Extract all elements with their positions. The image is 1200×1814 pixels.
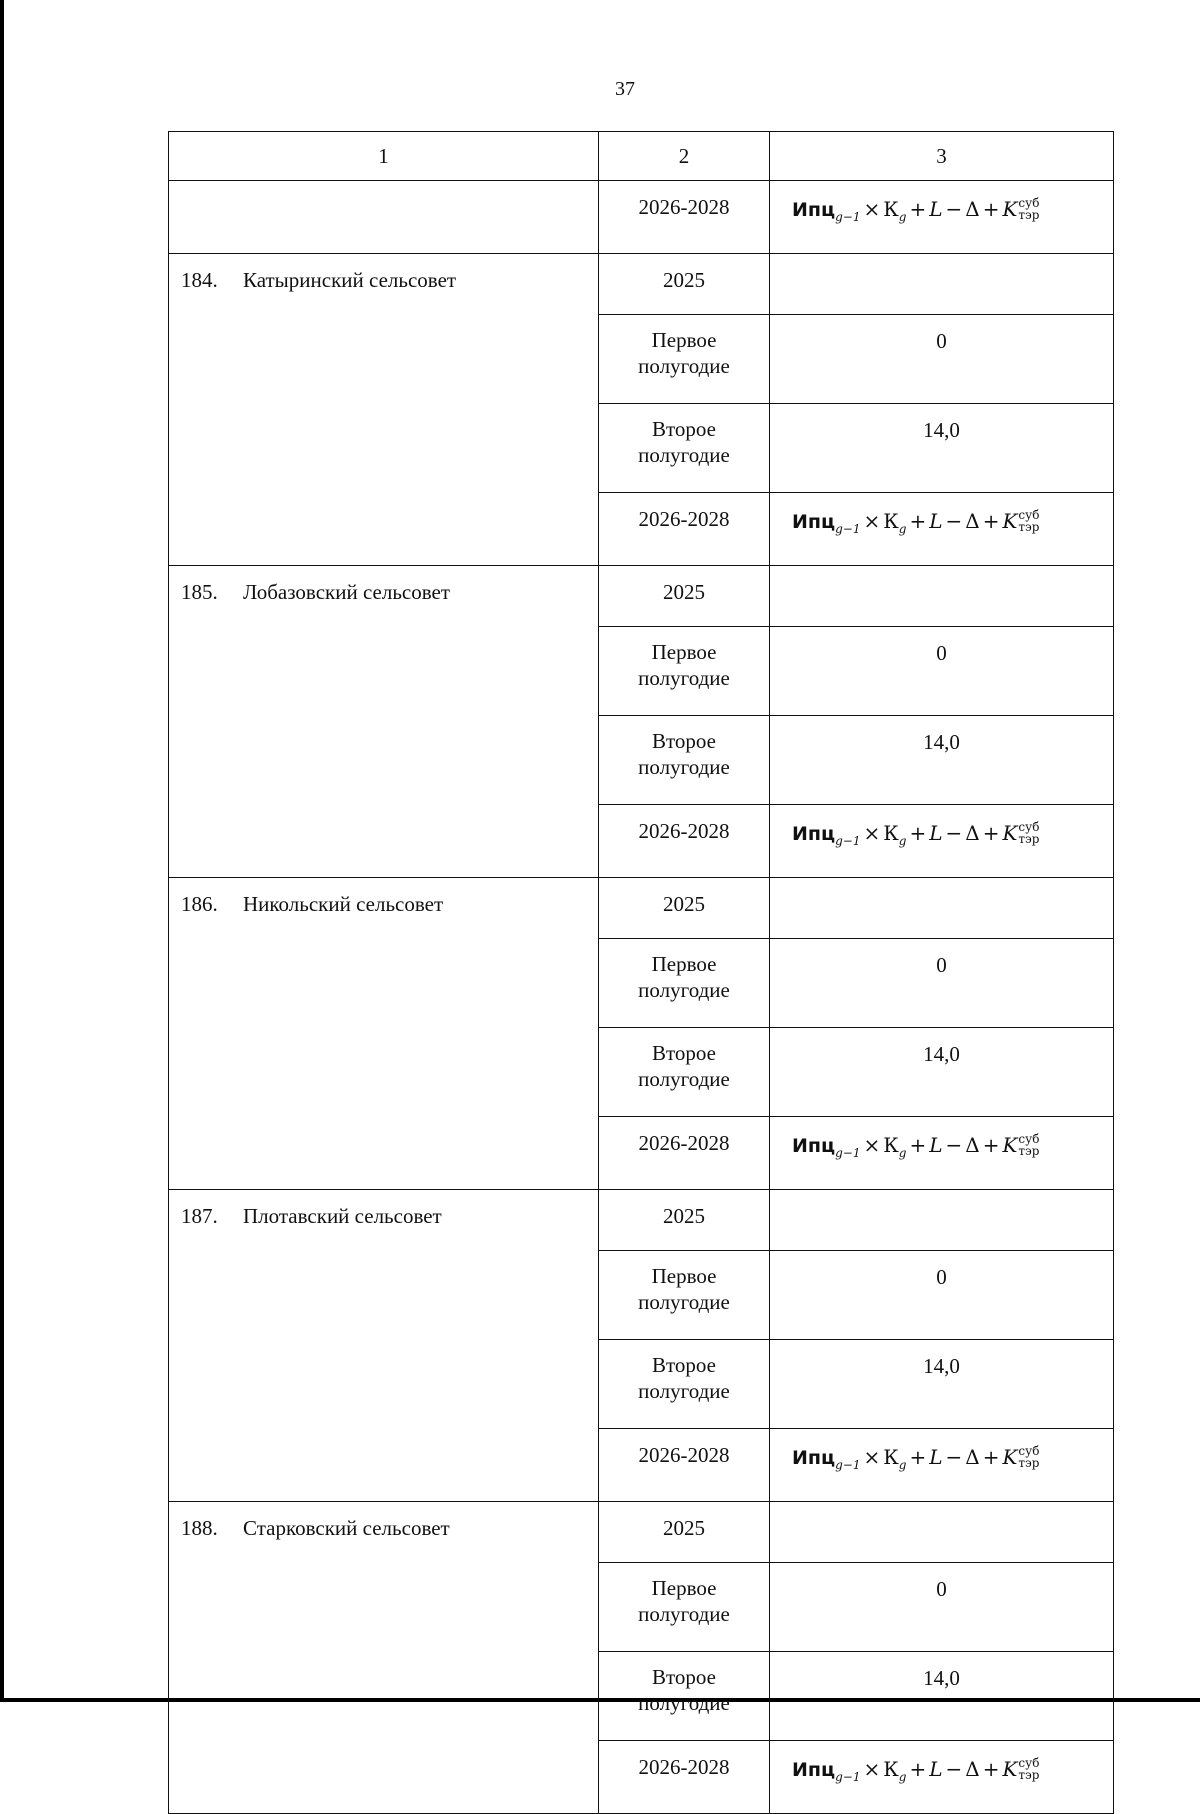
formula-k: К — [883, 1133, 899, 1157]
tariff-formula — [770, 493, 1114, 566]
period-label: 2026-2028 — [599, 1429, 770, 1502]
settlement-number: 185. — [181, 580, 218, 604]
formula-base-sub: g−1 — [835, 1770, 861, 1784]
formula-delta: Δ — [965, 197, 980, 221]
formula-k-sub: g — [898, 1458, 907, 1472]
period-label: Первое полугодие — [599, 627, 770, 716]
formula-plus: + — [982, 1133, 1000, 1157]
settlement-name-cell — [169, 254, 599, 566]
formula-k: К — [883, 1757, 899, 1781]
formula-k-sub: g — [898, 210, 907, 224]
page-number: 37 — [615, 78, 635, 100]
tariff-value: 0 — [770, 939, 1114, 1028]
settlement-name-cell — [169, 878, 599, 1190]
formula-minus: − — [945, 509, 963, 533]
tariff-value — [770, 566, 1114, 627]
formula-times: × — [863, 197, 881, 221]
formula-l: L — [929, 1445, 943, 1469]
formula-kter-sup: суб — [1018, 196, 1040, 211]
formula-kter-indices — [1018, 1445, 1039, 1469]
table-row — [169, 878, 1114, 939]
tariff-formula — [770, 805, 1114, 878]
formula-plus: + — [909, 1445, 927, 1469]
formula-k-sub: g — [898, 834, 907, 848]
formula-plus: + — [909, 821, 927, 845]
table-header-row — [169, 132, 1114, 181]
formula-plus: + — [982, 1757, 1000, 1781]
formula-k: К — [883, 1445, 899, 1469]
period-label: Второе полугодие — [599, 716, 770, 805]
settlement-number: 187. — [181, 1204, 218, 1228]
tariff-formula — [770, 1117, 1114, 1190]
tariff-value: 0 — [770, 627, 1114, 716]
formula-kter: K — [1002, 509, 1018, 533]
header-col-2: 2 — [599, 132, 770, 181]
formula-k-sub: g — [898, 1146, 907, 1160]
formula-plus: + — [982, 509, 1000, 533]
scan-edge-left — [0, 0, 4, 1702]
settlement-name: Лобазовский сельсовет — [243, 580, 451, 604]
formula-delta: Δ — [965, 1133, 980, 1157]
formula-kter: K — [1002, 1445, 1018, 1469]
tariff-value: 0 — [770, 315, 1114, 404]
formula-base-sub: g−1 — [835, 1458, 861, 1472]
formula-kter-indices — [1018, 197, 1039, 221]
formula-k: К — [883, 821, 899, 845]
formula-times: × — [863, 509, 881, 533]
tariff-value — [770, 254, 1114, 315]
formula-kter-sup: суб — [1018, 820, 1040, 835]
formula-kter-sub: тэр — [1018, 1144, 1040, 1159]
formula-delta: Δ — [965, 1445, 980, 1469]
formula-plus: + — [909, 509, 927, 533]
settlement-name-cell — [169, 566, 599, 878]
formula-delta: Δ — [965, 1757, 980, 1781]
period-label: 2026-2028 — [599, 805, 770, 878]
formula-kter-indices — [1018, 1133, 1039, 1157]
formula-base-sub: g−1 — [835, 1146, 861, 1160]
formula-kter-indices — [1018, 1757, 1039, 1781]
formula-kter-indices — [1018, 821, 1039, 845]
tariff-value: 14,0 — [770, 716, 1114, 805]
tariff-value — [770, 1502, 1114, 1563]
formula-minus: − — [945, 821, 963, 845]
formula-kter: K — [1002, 1757, 1018, 1781]
settlement-name: Плотавский сельсовет — [243, 1204, 442, 1228]
formula-l: L — [929, 821, 943, 845]
formula-delta: Δ — [965, 821, 980, 845]
formula-minus: − — [945, 1133, 963, 1157]
formula-plus: + — [982, 1445, 1000, 1469]
settlement-number: 188. — [181, 1516, 218, 1540]
period-label: Первое полугодие — [599, 315, 770, 404]
formula-times: × — [863, 1133, 881, 1157]
formula-kter-sup: суб — [1018, 508, 1040, 523]
formula-kter: K — [1002, 821, 1018, 845]
formula-kter: K — [1002, 197, 1018, 221]
formula-base: Ипц — [792, 1447, 836, 1469]
formula-kter-sub: тэр — [1018, 1456, 1040, 1471]
formula-l: L — [929, 509, 943, 533]
table-row — [169, 566, 1114, 627]
formula-k: К — [883, 197, 899, 221]
formula-kter-sub: тэр — [1018, 832, 1040, 847]
carryover-formula — [770, 181, 1114, 254]
tariff-value: 14,0 — [770, 404, 1114, 493]
formula-k-sub: g — [898, 522, 907, 536]
tariff-value — [770, 878, 1114, 939]
settlement-name: Катыринский сельсовет — [243, 268, 457, 292]
tariff-value: 0 — [770, 1251, 1114, 1340]
formula-base-sub: g−1 — [835, 210, 861, 224]
period-label: Первое полугодие — [599, 939, 770, 1028]
formula-plus: + — [909, 1757, 927, 1781]
formula-l: L — [929, 1757, 943, 1781]
formula-minus: − — [945, 197, 963, 221]
settlements-table — [168, 131, 1114, 1814]
formula-plus: + — [982, 197, 1000, 221]
formula-base: Ипц — [792, 1135, 836, 1157]
formula-kter-sub: тэр — [1018, 208, 1040, 223]
carryover-row — [169, 181, 1114, 254]
tariff-value: 0 — [770, 1563, 1114, 1652]
period-label: 2025 — [599, 878, 770, 939]
carryover-name-cell — [169, 181, 599, 254]
settlement-name: Никольский сельсовет — [243, 892, 444, 916]
formula-k: К — [883, 509, 899, 533]
formula-times: × — [863, 1757, 881, 1781]
formula-base: Ипц — [792, 823, 836, 845]
settlement-name-cell — [169, 1502, 599, 1814]
period-label: 2026-2028 — [599, 1741, 770, 1814]
period-label: Второе полугодие — [599, 404, 770, 493]
formula-delta: Δ — [965, 509, 980, 533]
formula-base: Ипц — [792, 199, 836, 221]
period-label: 2026-2028 — [599, 1117, 770, 1190]
period-label: Второе полугодие — [599, 1652, 770, 1741]
formula-minus: − — [945, 1445, 963, 1469]
formula-plus: + — [909, 1133, 927, 1157]
formula-l: L — [929, 1133, 943, 1157]
tariff-value: 14,0 — [770, 1028, 1114, 1117]
period-label: Второе полугодие — [599, 1028, 770, 1117]
tariff-value: 14,0 — [770, 1652, 1114, 1741]
period-label: 2025 — [599, 254, 770, 315]
formula-kter-indices — [1018, 509, 1039, 533]
tariff-value: 14,0 — [770, 1340, 1114, 1429]
formula-kter-sup: суб — [1018, 1756, 1040, 1771]
settlement-number: 184. — [181, 268, 218, 292]
settlement-number: 186. — [181, 892, 218, 916]
formula-base: Ипц — [792, 1759, 836, 1781]
formula-minus: − — [945, 1757, 963, 1781]
formula-base-sub: g−1 — [835, 522, 861, 536]
formula-kter-sub: тэр — [1018, 520, 1040, 535]
table-row — [169, 1190, 1114, 1251]
formula-kter-sup: суб — [1018, 1132, 1040, 1147]
formula-plus: + — [909, 197, 927, 221]
formula-kter-sup: суб — [1018, 1444, 1040, 1459]
settlement-name: Старковский сельсовет — [243, 1516, 450, 1540]
period-label: Первое полугодие — [599, 1251, 770, 1340]
header-col-1: 1 — [169, 132, 599, 181]
period-label: Второе полугодие — [599, 1340, 770, 1429]
period-label: 2025 — [599, 1190, 770, 1251]
period-label: 2025 — [599, 1502, 770, 1563]
formula-base: Ипц — [792, 511, 836, 533]
table-row — [169, 1502, 1114, 1563]
formula-times: × — [863, 821, 881, 845]
header-col-3: 3 — [770, 132, 1114, 181]
formula-base-sub: g−1 — [835, 834, 861, 848]
tariff-formula — [770, 1741, 1114, 1814]
carryover-period: 2026-2028 — [599, 181, 770, 254]
formula-kter: K — [1002, 1133, 1018, 1157]
formula-k-sub: g — [898, 1770, 907, 1784]
period-label: 2025 — [599, 566, 770, 627]
formula-plus: + — [982, 821, 1000, 845]
settlement-name-cell — [169, 1190, 599, 1502]
formula-kter-sub: тэр — [1018, 1768, 1040, 1783]
period-label: Первое полугодие — [599, 1563, 770, 1652]
formula-times: × — [863, 1445, 881, 1469]
table-row — [169, 254, 1114, 315]
period-label: 2026-2028 — [599, 493, 770, 566]
tariff-formula — [770, 1429, 1114, 1502]
formula-l: L — [929, 197, 943, 221]
tariff-value — [770, 1190, 1114, 1251]
